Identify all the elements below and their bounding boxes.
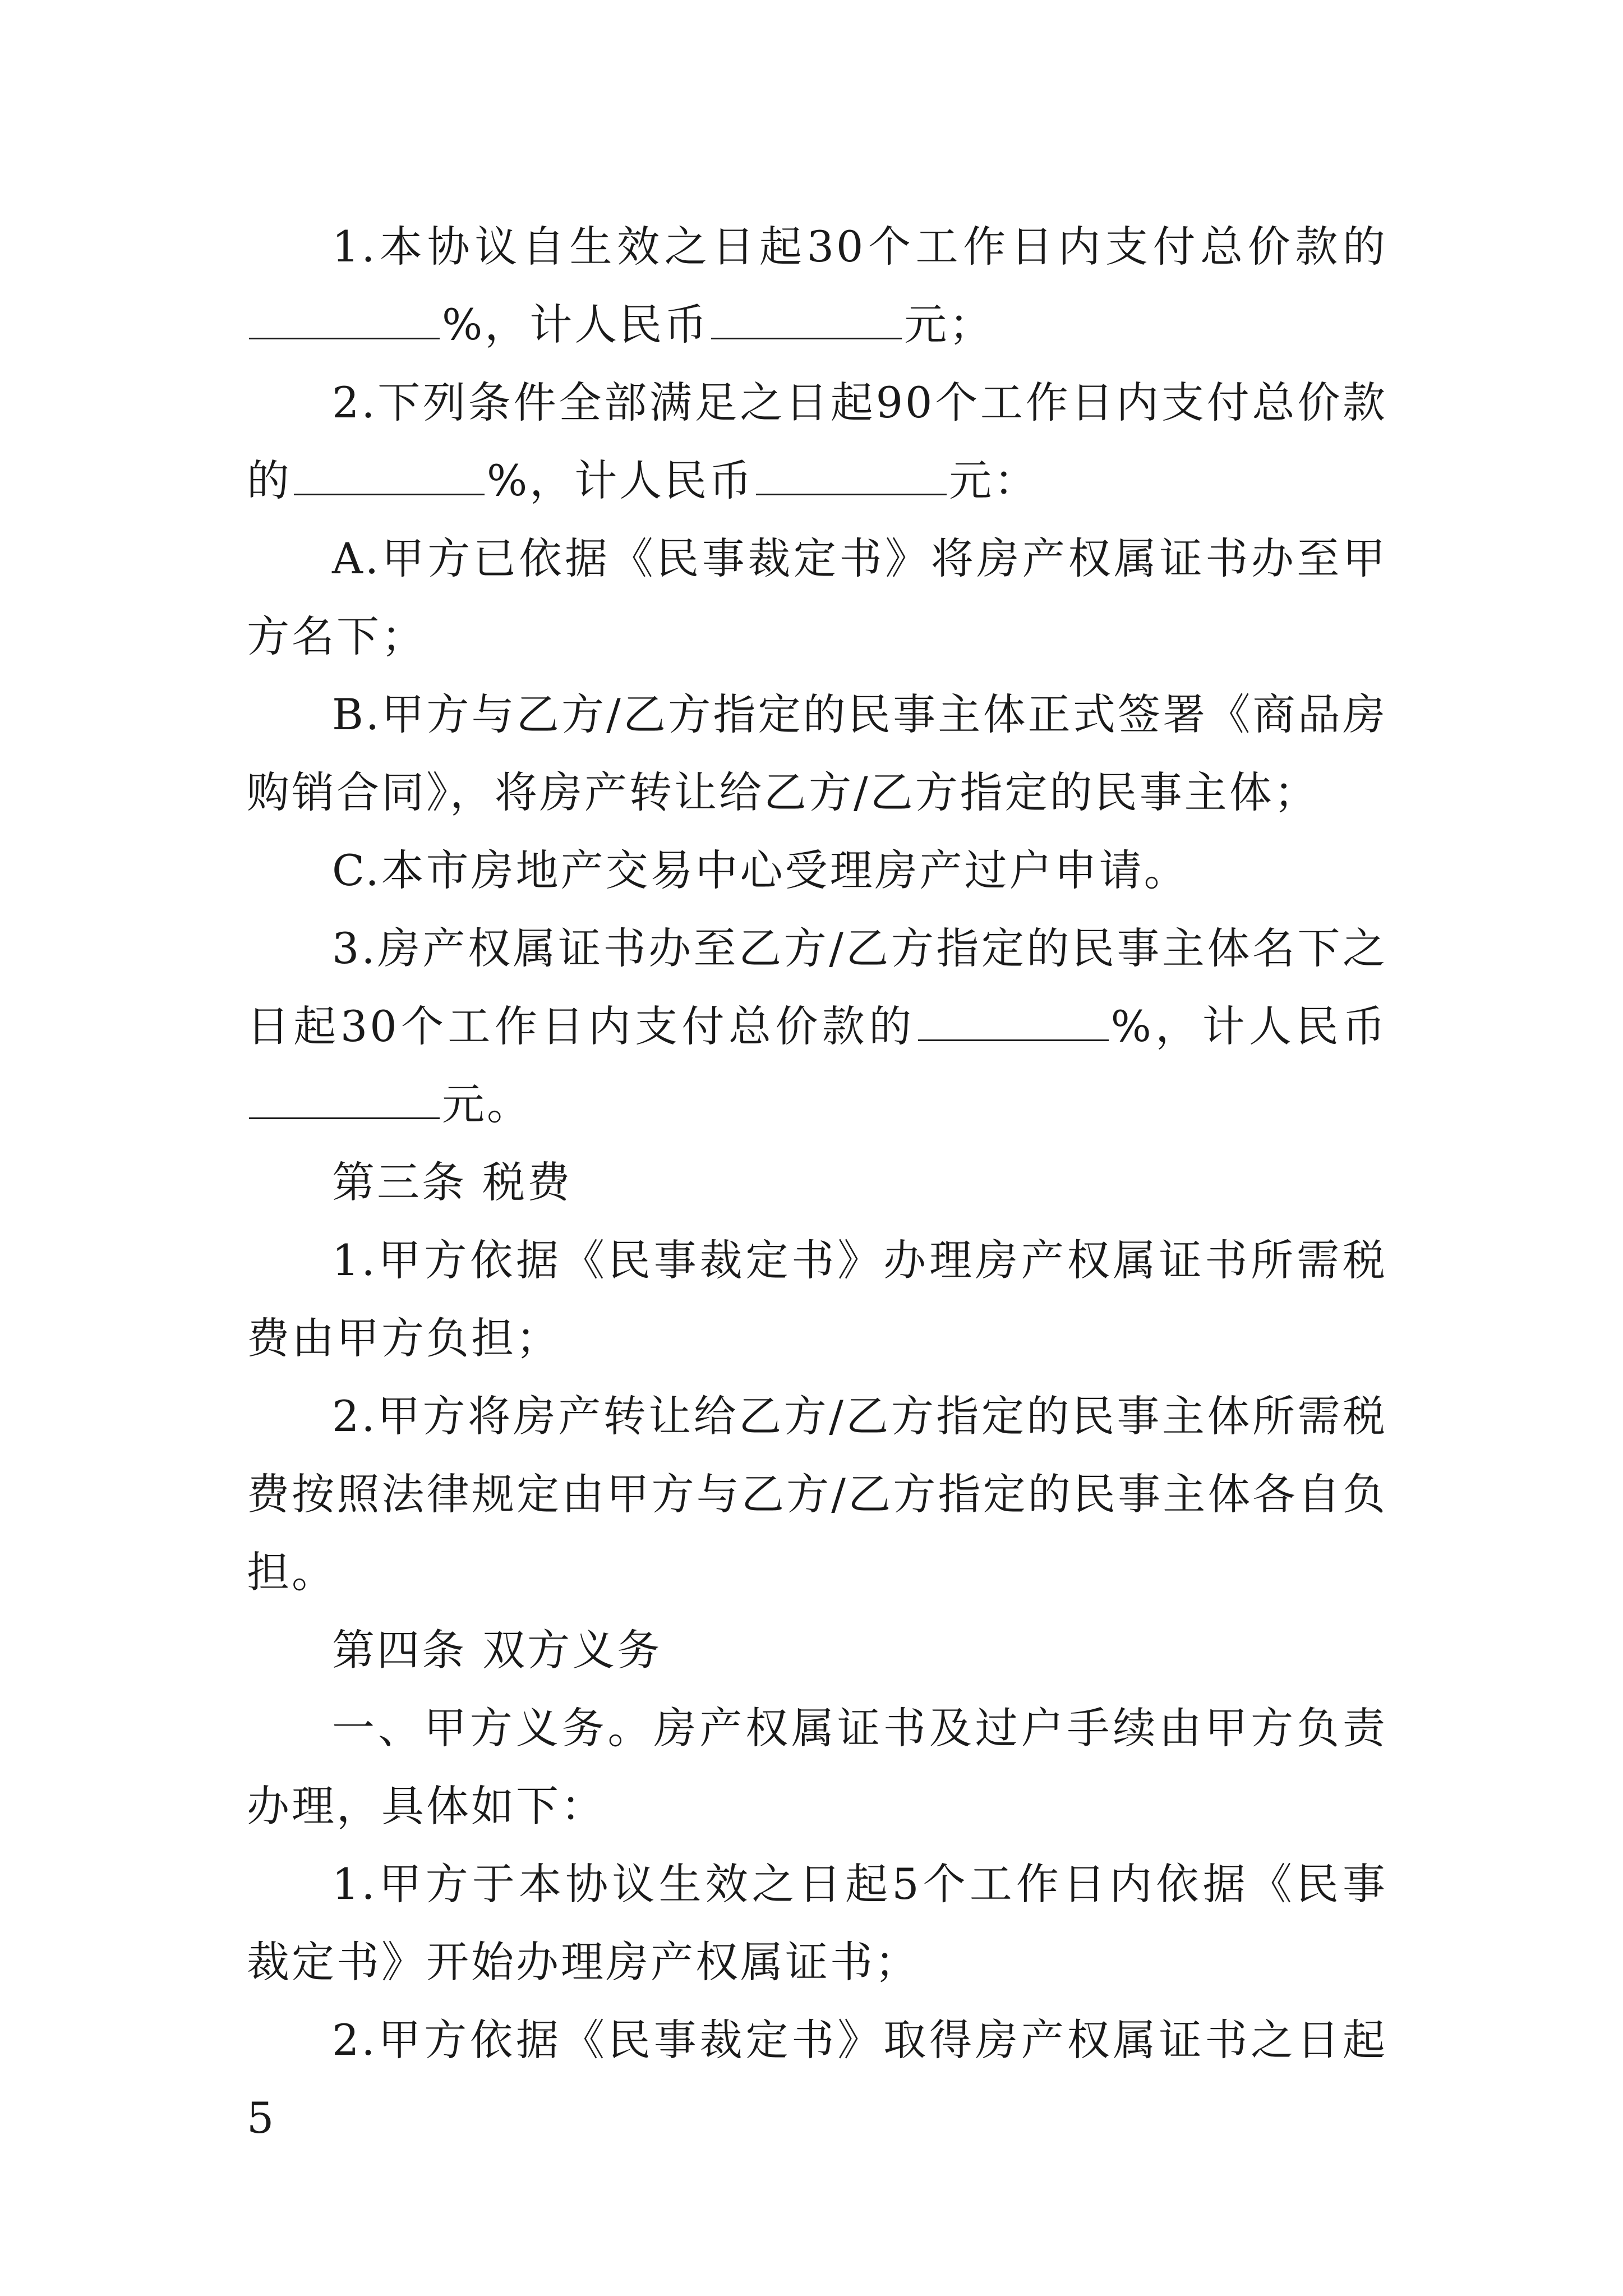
party-a-obligations: 一、甲方义务。房产权属证书及过户手续由甲方负责办理，具体如下：: [247, 1703, 1387, 1831]
clause-text: %，计人民币: [1110, 1001, 1387, 1051]
amount-blank: [249, 1084, 440, 1119]
tax-clause-1: 1.甲方依据《民事裁定书》办理房产权属证书所需税费由甲方负担；: [247, 1235, 1387, 1363]
obligation-clause-1: 1.甲方于本协议生效之日起5个工作日内依据《民事裁定书》开始办理房产权属证书；: [247, 1859, 1387, 1987]
payment-clause-2: [247, 364, 1387, 519]
obligation-clause-2: 2.甲方依据《民事裁定书》取得房产权属证书之日起5: [247, 2015, 1387, 2143]
percentage-blank: [249, 304, 440, 339]
clause-text: 元；: [904, 300, 994, 349]
clause-text: 元。: [442, 1079, 532, 1129]
clause-text: %，计人民币: [442, 300, 709, 349]
payment-clause-1: [247, 208, 1387, 364]
clause-text: %，计人民币: [487, 455, 754, 505]
article-3-heading: 第三条 税费: [332, 1157, 573, 1207]
amount-blank: [711, 304, 902, 339]
payment-clause-3: [247, 909, 1387, 1143]
percentage-blank: [918, 1006, 1109, 1041]
article-4-heading: 第四条 双方义务: [332, 1625, 662, 1675]
amount-blank: [756, 460, 947, 495]
percentage-blank: [294, 460, 485, 495]
clause-text: 元：: [949, 455, 1039, 505]
condition-b: B.甲方与乙方/乙方指定的民事主体正式签署《商品房购销合同》，将房产转让给乙方/乙方指定的民事主体；: [247, 689, 1387, 817]
document-body: [247, 208, 1387, 2157]
tax-clause-2: 2.甲方将房产转让给乙方/乙方指定的民事主体所需税费按照法律规定由甲方与乙方/乙方指定的民事主体各自负担。: [247, 1391, 1387, 1597]
clause-text: 3.房产权属证书办至乙方/乙方指定的民事主体名下之日起30个工作日内支付总价款的: [247, 923, 1387, 1051]
clause-text: 1.本协议自生效之日起30个工作日内支付总价款的: [332, 222, 1387, 272]
condition-c: C.本市房地产交易中心受理房产过户申请。: [332, 845, 1189, 895]
clause-text: 2.下列条件全部满足之日起90个工作日内支付总价款的: [247, 378, 1387, 505]
condition-a: A.甲方已依据《民事裁定书》将房产权属证书办至甲方名下；: [247, 533, 1387, 661]
